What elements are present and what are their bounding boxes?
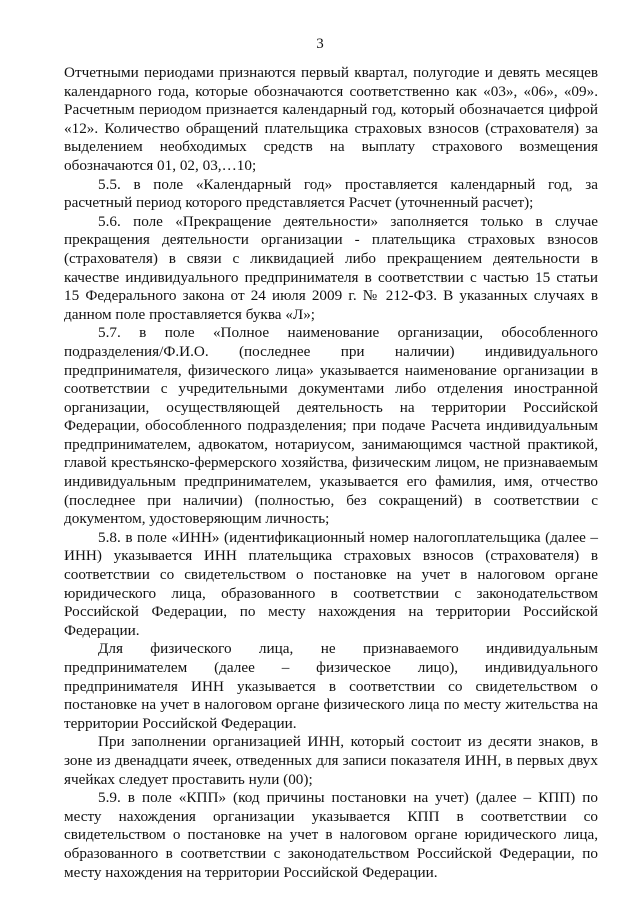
paragraph-5-7-full-name: 5.7. в поле «Полное наименование организации, обособленного подразделения/Ф.И.О. (последнее при наличии) индивидуального предпринимателя, физического лица» указывается наименование организации в соответствии с учредительными документами либо отделения иностранной организации, осуществляющей деятельность на территории Российской Федерации, обособленного подразделения; при подаче Расчета индивидуальным предпринимателем, адвокатом, нотариусом, занимающимся частной практикой, главой крестьянско-фермерского хозяйства, физическим лицом, не признаваемым индивидуальным предпринимателем, указывается его фамилия, имя, отчество (последнее при наличии) (полностью, без сокращений) в соответствии с документом, удостоверяющим личность; [64,324,598,528]
paragraph-5-5-calendar-year: 5.5. в поле «Календарный год» проставляется календарный год, за расчетный период которого представляется Расчет (уточненный расчет); [64,175,598,212]
paragraph-5-8-inn: 5.8. в поле «ИНН» (идентификационный номер налогоплательщика (далее – ИНН) указывается ИНН плательщика страховых взносов (страхователя) в соответствии со свидетельством о постановке на учет в налоговом органе юридического лица, образованного в соответствии с законодательством Российской Федерации, по месту нахождения на территории Российской Федерации. [64,528,598,639]
document-body [64,64,598,882]
paragraph-inn-individual: Для физического лица, не признаваемого индивидуальным предпринимателем (далее – физическое лицо), индивидуального предпринимателя ИНН указывается в соответствии со свидетельством о постановке на учет в налоговом органе физического лица по месту жительства на территории Российской Федерации. [64,640,598,732]
paragraph-5-9-kpp: 5.9. в поле «КПП» (код причины постановки на учет) (далее – КПП) по месту нахождения организации указывается КПП в соответствии со свидетельством о постановке на учет в налоговом органе юридического лица, образованного в соответствии с законодательством Российской Федерации, по месту нахождения на территории Российской Федерации. [64,789,598,881]
paragraph-inn-ten-digits: При заполнении организацией ИНН, который состоит из десяти знаков, в зоне из двенадцати ячеек, отведенных для записи показателя ИНН, в первых двух ячейках следует проставить нули (00); [64,733,598,788]
paragraph-5-6-termination: 5.6. поле «Прекращение деятельности» заполняется только в случае прекращения деятельности организации - плательщика страховых взносов (страхователя) в связи с ликвидацией либо прекращением деятельности в качестве индивидуального предпринимателя в соответствии с частью 15 статьи 15 Федерального закона от 24 июля 2009 г. № 212-ФЗ. В указанных случаях в данном поле проставляется буква «Л»; [64,212,598,323]
paragraph-reporting-periods: Отчетными периодами признаются первый квартал, полугодие и девять месяцев календарного года, которые обозначаются соответственно как «03», «06», «09». Расчетным периодом признается календарный год, который обозначается цифрой «12». Количество обращений плательщика страховых взносов (страхователя) за выделением необходимых средств на выплату страхового возмещения обозначаются 01, 02, 03,…10; [64,64,598,174]
page-number: 3 [316,36,324,52]
